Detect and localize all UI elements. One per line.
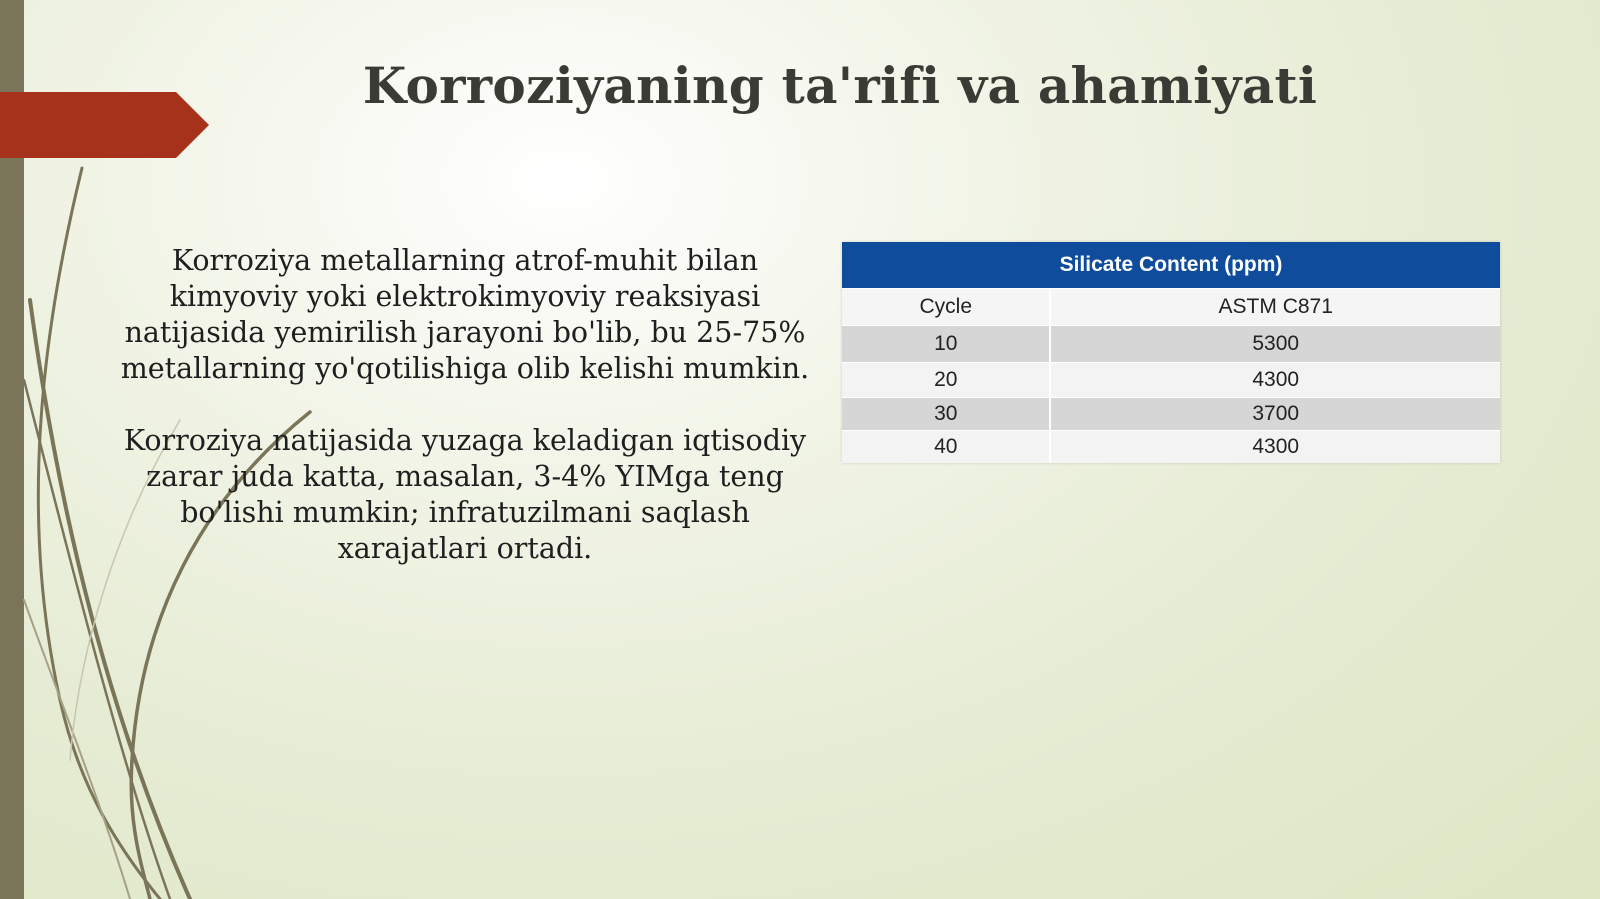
table-caption: Silicate Content (ppm): [842, 242, 1500, 289]
paragraph-corrosion-definition: Korroziya metallarning atrof-muhit bilan kimyoviy yoki elektrokimyoviy reaksiyasi natijasida yemirilish jarayoni bo'lib, bu 25-75% metallarning yo'qotilishiga olib kelishi mumkin.: [120, 244, 810, 385]
cell-astm: 3700: [1050, 398, 1500, 431]
column-header-cycle: Cycle: [842, 289, 1050, 326]
slide-title: Korroziyaning ta'rifi va ahamiyati: [362, 56, 1318, 115]
cell-astm: 5300: [1050, 326, 1500, 363]
cell-astm: 4300: [1050, 363, 1500, 398]
table-row: [842, 363, 1500, 398]
silicate-content-table: [842, 242, 1500, 463]
table-row: [842, 431, 1500, 464]
cell-cycle: 10: [842, 326, 1050, 363]
cell-cycle: 40: [842, 431, 1050, 464]
paragraph-economic-damage: Korroziya natijasida yuzaga keladigan iqtisodiy zarar juda katta, masalan, 3-4% YIMga teng bo'lishi mumkin; infratuzilmani saqlash xarajatlari ortadi.: [123, 424, 807, 565]
red-arrow-banner: [0, 92, 210, 158]
slide-body-text: [110, 243, 820, 603]
cell-cycle: 30: [842, 398, 1050, 431]
cell-cycle: 20: [842, 363, 1050, 398]
cell-astm: 4300: [1050, 431, 1500, 464]
table-row: [842, 398, 1500, 431]
column-header-astm: ASTM C871: [1050, 289, 1500, 326]
table-row: [842, 326, 1500, 363]
table-header-row: [842, 289, 1500, 326]
